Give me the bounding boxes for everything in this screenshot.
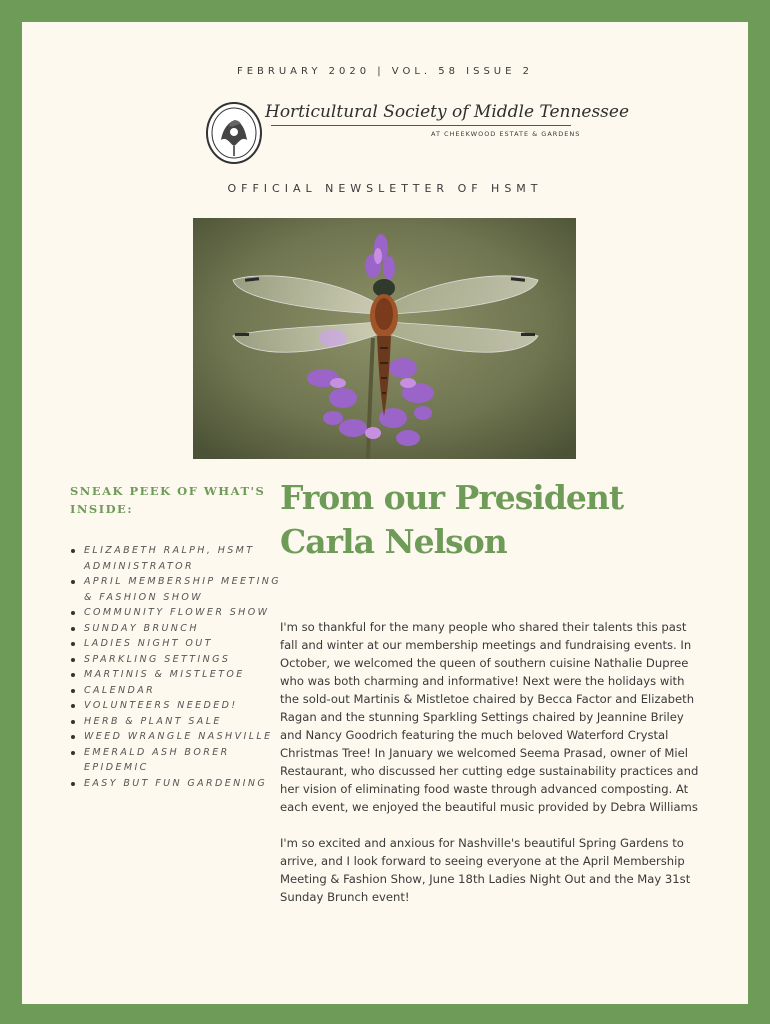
article-headline: From our President Carla Nelson (280, 478, 624, 561)
society-seal-icon (205, 100, 267, 166)
newsletter-page (22, 22, 748, 1004)
dragonfly-image (193, 218, 576, 459)
society-logo (205, 100, 630, 170)
sidebar-title: SNEAK PEEK OF WHAT'S INSIDE: (70, 484, 266, 516)
official-newsletter-label: OFFICIAL NEWSLETTER OF HSMT (227, 182, 543, 195)
dragonfly-photo (193, 218, 576, 459)
org-name: Horticultural Society of Middle Tennessee (265, 102, 630, 122)
article-paragraph: I'm so excited and anxious for Nashville's beautiful Spring Gardens to arrive, and I look forward to seeing everyone at the April Membership Meeting & Fashion Show, June 18th Ladies Night Out and the May 31st Sunday Brunch event! (280, 836, 691, 904)
list-item: EMERALD ASH BORER EPIDEMIC (68, 745, 294, 776)
contents-list (68, 543, 294, 791)
list-item: CALENDAR (68, 683, 294, 699)
list-item: VOLUNTEERS NEEDED! (68, 698, 294, 714)
list-item: COMMUNITY FLOWER SHOW (68, 605, 294, 621)
issue-line: FEBRUARY 2020 | VOL. 58 ISSUE 2 (236, 66, 533, 77)
list-item: ELIZABETH RALPH, HSMT ADMINISTRATOR (68, 543, 294, 574)
list-item: HERB & PLANT SALE (68, 714, 294, 730)
list-item: LADIES NIGHT OUT (68, 636, 294, 652)
org-name-underline (271, 125, 571, 126)
list-item: SUNDAY BRUNCH (68, 621, 294, 637)
article-paragraph: I'm so thankful for the many people who shared their talents this past fall and winter at our membership meetings and fundraising events. In October, we welcomed the queen of southern cuisine Nathalie Dupree who was both charming and informative! Next were the holidays with the sold-out Martinis & Mistletoe chaired by Becca Factor and Elizabeth Ragan and the stunning Sparkling Settings chaired by Jeannine Briley and Nancy Goodrich featuring the much beloved Waterford Crystal Christmas Tree! In January we welcomed Seema Prasad, owner of Miel Restaurant, who discussed her cutting edge sustainability practices and her vision of eliminating food waste through advanced composting. At each event, we enjoyed the beautiful music provided by Debra Williams (280, 620, 699, 814)
org-subtitle: AT CHEEKWOOD ESTATE & GARDENS (431, 130, 581, 138)
article-body (280, 618, 700, 924)
list-item: APRIL MEMBERSHIP MEETING & FASHION SHOW (68, 574, 294, 605)
list-item: MARTINIS & MISTLETOE (68, 667, 294, 683)
list-item: EASY BUT FUN GARDENING (68, 776, 294, 792)
list-item: SPARKLING SETTINGS (68, 652, 294, 668)
list-item: WEED WRANGLE NASHVILLE (68, 729, 294, 745)
